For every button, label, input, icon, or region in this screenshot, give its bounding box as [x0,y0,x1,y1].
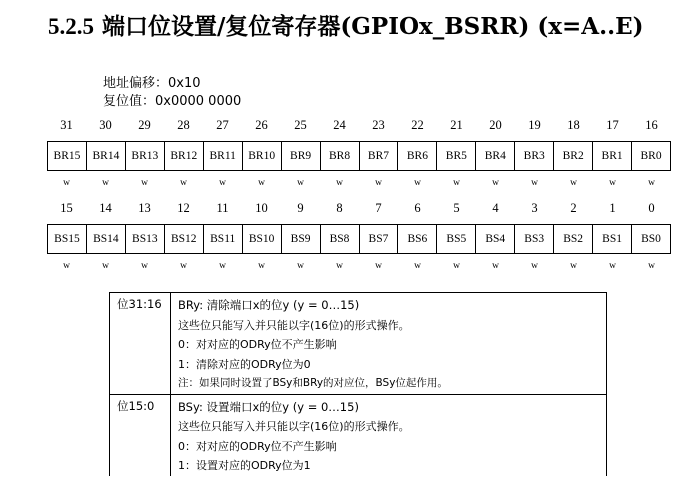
reset-value: 复位值：0x0000 0000 [103,94,242,109]
register-field: BR0 [640,150,662,162]
description-line: 这些位只能写入并只能以字(16位)的形式操作。 [178,420,410,433]
section-number: 5.2.5 [48,14,94,39]
register-field: BS4 [476,225,515,253]
access-type: w [609,261,616,271]
bit-number: 17 [606,118,619,132]
register-field: BR10 [243,142,282,170]
access-type: w [297,261,304,271]
access-type: w [219,261,226,271]
section-heading [48,8,644,41]
lower-register-row [47,224,671,254]
register-field: BS1 [593,225,632,253]
description-line: BSy: 设置端口x的位y (y = 0…15) [178,399,359,414]
access-type: w [414,261,421,271]
description-line: 0：对对应的ODRy位不产生影响 [178,439,337,453]
access-type: w [570,261,577,271]
upper-bit-numbers [47,118,671,133]
bit-number: 29 [138,118,151,132]
description-line: 1：清除对应的ODRy位为0 [178,357,311,371]
register-field: BR1 [593,142,632,170]
register-field: BS13 [126,225,165,253]
bit-number: 22 [411,118,424,132]
register-field: BS11 [204,225,243,253]
bit-number: 18 [567,118,580,132]
bit-number: 4 [492,201,499,215]
register-field: BS8 [321,225,360,253]
bit-number: 15 [60,201,73,215]
access-type: w [336,261,343,271]
description-line: 这些位只能写入并只能以字(16位)的形式操作。 [178,318,410,332]
bit-range: 位31:16 [110,293,171,394]
bit-number: 3 [531,201,538,215]
access-type: w [648,178,655,188]
lower-access-row [47,261,671,271]
bit-number: 20 [489,118,502,132]
address-offset: 地址偏移：0x10 [103,76,201,91]
bit-number: 9 [297,201,304,215]
access-type: w [492,178,499,188]
register-field: BR13 [126,142,165,170]
access-type: w [648,261,655,271]
register-field: BR2 [554,142,593,170]
register-field: BR8 [321,142,360,170]
bit-number: 6 [414,201,421,215]
bit-number: 21 [450,118,463,132]
access-type: w [492,261,499,271]
description-line: BRy: 清除端口x的位y (y = 0…15) [178,298,360,312]
access-type: w [609,178,616,188]
register-field: BR6 [398,142,437,170]
register-field: BS6 [398,225,437,253]
upper-access-row [47,178,671,188]
register-field: BS15 [48,225,87,253]
register-field: BR12 [165,142,204,170]
bit-number: 28 [177,118,190,132]
register-field: BR11 [204,142,243,170]
bit-number: 8 [336,201,343,215]
bit-number: 23 [372,118,385,132]
access-type: w [63,178,70,188]
bit-number: 25 [294,118,307,132]
upper-register-row [47,141,671,171]
bit-number: 5 [453,201,460,215]
access-type: w [375,178,382,188]
register-field: BS3 [515,225,554,253]
bit-number: 2 [570,201,577,215]
access-type: w [141,178,148,188]
register-field: BS7 [360,225,399,253]
access-type: w [180,261,187,271]
access-type: w [375,261,382,271]
access-type: w [531,178,538,188]
bit-range: 位15:0 [110,395,171,476]
register-field: BS12 [165,225,204,253]
register-field: BR14 [87,142,126,170]
bit-number: 16 [645,118,658,132]
section-title: 端口位设置/复位寄存器(GPIOx_BSRR) (x=A..E) [102,13,644,40]
access-type: w [141,261,148,271]
bit-number: 24 [333,118,346,132]
bit-number: 0 [648,201,655,215]
bit-number: 19 [528,118,541,132]
description-row [110,293,606,395]
bit-number: 1 [609,201,616,215]
bit-number: 30 [99,118,112,132]
register-field: BR7 [360,142,399,170]
access-type: w [414,178,421,188]
bit-number: 26 [255,118,268,132]
bit-number: 11 [216,201,229,215]
bit-number: 12 [177,201,190,215]
description-line: 注：如果同时设置了BSy和BRy的对应位，BSy位起作用。 [178,377,448,389]
access-type: w [102,178,109,188]
register-field: BS2 [554,225,593,253]
access-type: w [102,261,109,271]
access-type: w [531,261,538,271]
description-line: 0：对对应的ODRy位不产生影响 [178,338,337,351]
access-type: w [180,178,187,188]
access-type: w [570,178,577,188]
bit-number: 27 [216,118,229,132]
register-field: BS0 [641,233,661,245]
register-field: BR4 [476,142,515,170]
description-row [110,395,606,476]
register-field: BS14 [87,225,126,253]
register-field: BR5 [437,142,476,170]
description-body [171,395,606,476]
bit-number: 31 [60,118,73,132]
bit-number: 13 [138,201,151,215]
access-type: w [297,178,304,188]
access-type: w [336,178,343,188]
register-field: BR15 [48,142,87,170]
access-type: w [258,261,265,271]
lower-bit-numbers [47,201,671,216]
description-line: 1：设置对应的ODRy位为1 [178,459,311,472]
register-field: BS10 [243,225,282,253]
description-body [171,293,606,394]
access-type: w [63,261,70,271]
register-field: BR9 [282,142,321,170]
access-type: w [219,178,226,188]
bit-number: 10 [255,201,268,215]
bit-number: 7 [375,201,382,215]
access-type: w [453,178,460,188]
bit-description-table [109,292,607,476]
register-field: BS9 [282,225,321,253]
register-field: BS5 [437,225,476,253]
bit-number: 14 [99,201,112,215]
access-type: w [453,261,460,271]
register-field: BR3 [515,142,554,170]
access-type: w [258,178,265,188]
